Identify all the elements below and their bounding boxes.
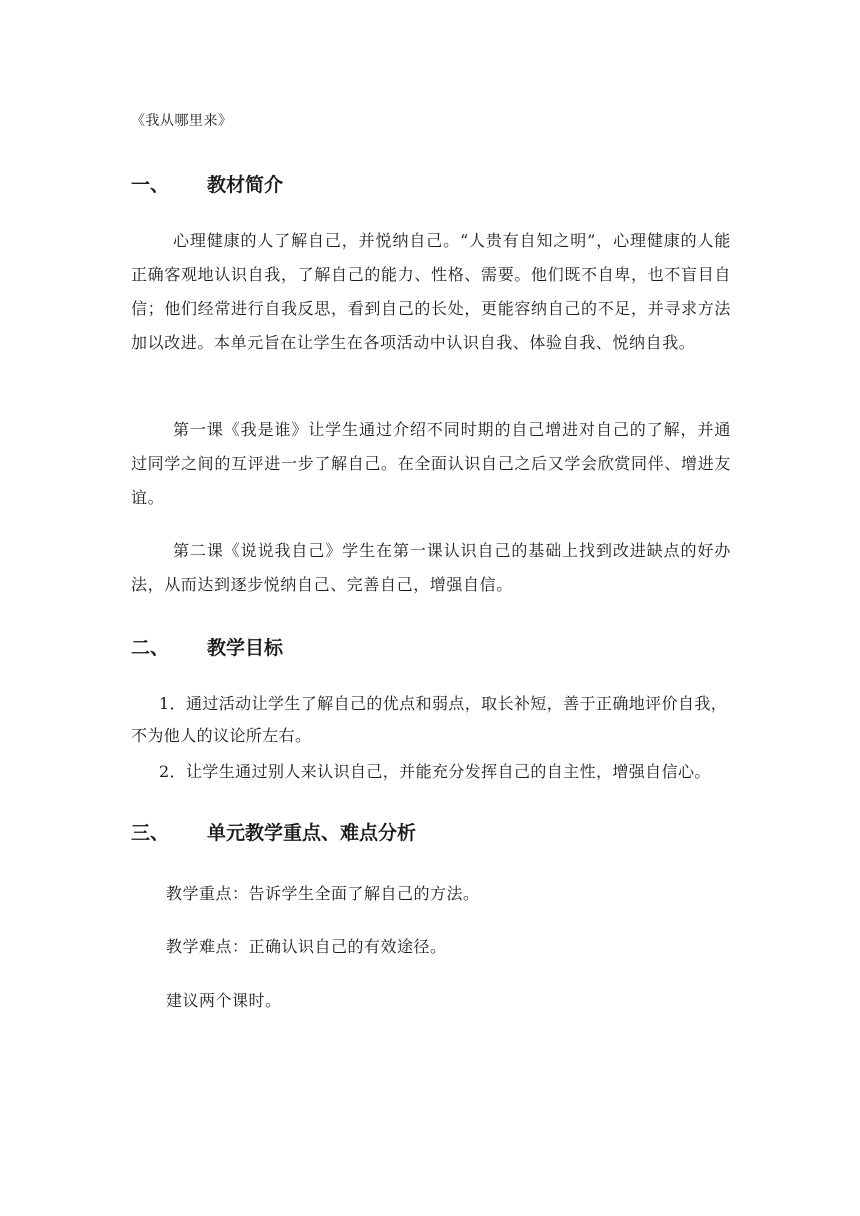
paragraph: 第一课《我是谁》让学生通过介绍不同时期的自己增进对自己的了解，并通过同学之间的互评进一步了解自己。在全面认识自己之后又学会欣赏同伴、增进友谊。 [131,420,731,507]
list-item: 1．通过活动让学生了解自己的优点和弱点，取长补短，善于正确地评价自我，不为他人的议论所左右。 [131,694,728,745]
section-number: 一、 [131,174,170,196]
section-title: 单元教学重点、难点分析 [207,822,417,844]
key-point-line: 教学重点：告诉学生全面了解自己的方法。 [166,884,480,903]
paragraph: 第二课《说说我自己》学生在第一课认识自己的基础上找到改进缺点的好办法，从而达到逐步悦纳自己、完善自己，增强自信。 [131,541,731,594]
section-heading-key-points [131,818,416,845]
difficulty-line: 教学难点：正确认识自己的有效途径。 [166,937,447,956]
section-heading-intro [131,170,283,197]
list-item: 2．让学生通过别人来认识自己，并能充分发挥自己的自主性，增强自信心。 [159,762,711,781]
section-title: 教学目标 [207,637,284,659]
schedule-line: 建议两个课时。 [166,991,282,1010]
section-heading-goals [131,633,283,660]
document-title: 《我从哪里来》 [131,113,233,129]
paragraph: 心理健康的人了解自己，并悦纳自己。“人贵有自知之明”，心理健康的人能正确客观地认识自我，了解自己的能力、性格、需要。他们既不自卑，也不盲目自信；他们经常进行自我反思，看到自己的长处，更能容纳自己的不足，并寻求方法加以改进。本单元旨在让学生在各项活动中认识自我、体验自我、悦纳自我。 [131,231,731,352]
section-title: 教材简介 [207,174,284,196]
section-number: 二、 [131,637,170,659]
section-number: 三、 [131,822,170,844]
